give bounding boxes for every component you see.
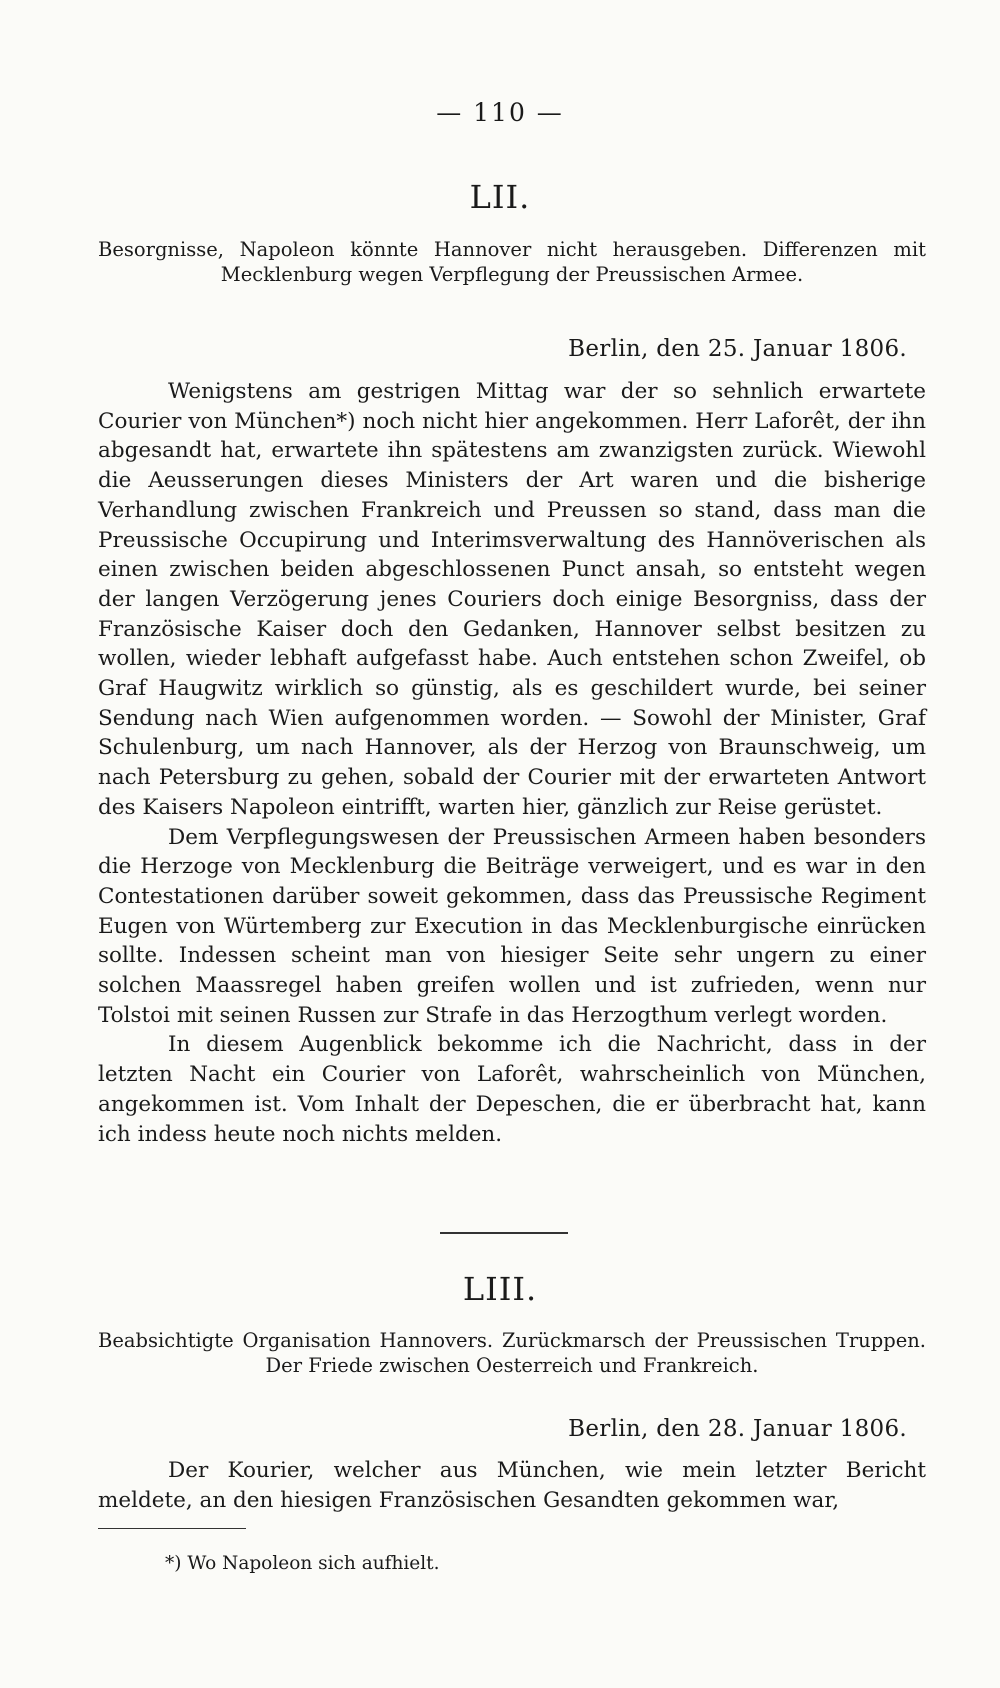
paragraph: Wenigstens am gestrigen Mittag war der so sehnlich erwartete Courier von München*) noch nicht hier angekommen. Herr Laforêt, der ihn abgesandt hat, erwartete ihn spätestens am zwanzigsten zurück. Wiewohl die Aeusserungen dieses Ministers der Art waren und die bisherige Verhandlung zwischen Frankreich und Preussen so stand, dass man die Preussische Occupirung und Interimsverwaltung des Hannöverischen als einen zwischen beiden abgeschlossenen Punct ansah, so entsteht wegen der langen Verzögerung jenes Couriers doch einige Besorgniss, dass der Französische Kaiser doch den Gedanken, Hannover selbst besitzen zu wollen, wieder lebhaft aufgefasst habe. Auch entstehen schon Zweifel, ob Graf Haugwitz wirklich so günstig, als es geschildert wurde, bei seiner Sendung nach Wien aufgenommen worden. — Sowohl der Minister, Graf Schulenburg, um nach Hannover, als der Herzog von Braunschweig, um nach Petersburg zu gehen, sobald der Courier mit der erwarteten Antwort des Kaisers Napoleon eintrifft, warten hier, gänzlich zur Reise gerüstet.: [98, 379, 926, 820]
dateline-lii: Berlin, den 25. Januar 1806.: [568, 336, 907, 362]
dateline-liii: Berlin, den 28. Januar 1806.: [568, 1416, 907, 1442]
paragraph: Der Kourier, welcher aus München, wie mein letzter Bericht meldete, an den hiesigen Französischen Gesandten gekommen war,: [98, 1458, 926, 1513]
section-numeral-liii: LIII.: [462, 1270, 538, 1308]
section-summary-lii: Besorgnisse, Napoleon könnte Hannover nicht herausgeben. Differenzen mit Mecklenburg wegen Verpflegung der Preussischen Armee.: [98, 238, 926, 286]
paragraph: In diesem Augenblick bekomme ich die Nachricht, dass in der letzten Nacht ein Courier von Laforêt, wahrscheinlich von München, angekommen ist. Vom Inhalt der Depeschen, die er überbracht hat, kann ich indess heute noch nichts melden.: [98, 1032, 926, 1147]
page-number: — 110 —: [436, 98, 564, 127]
footnote: *) Wo Napoleon sich aufhielt.: [165, 1553, 440, 1574]
section-summary-liii: Beabsichtigte Organisation Hannovers. Zurückmarsch der Preussischen Truppen. Der Friede zwischen Oesterreich und Frankreich.: [98, 1329, 926, 1377]
letter-body-lii: [98, 377, 926, 1149]
letter-body-liii: [98, 1456, 926, 1515]
section-numeral-lii: LII.: [469, 178, 531, 216]
paragraph: Dem Verpflegungswesen der Preussischen Armeen haben besonders die Herzoge von Mecklenburg die Beiträge verweigert, und es war in den Contestationen darüber soweit gekommen, dass das Preussische Regiment Eugen von Würtemberg zur Execution in das Mecklenburgische einrücken sollte. Indessen scheint man von hiesiger Seite sehr ungern zu einer solchen Maassregel haben greifen wollen und ist zufrieden, wenn nur Tolstoi mit seinen Russen zur Strafe in das Herzogthum verlegt worden.: [98, 824, 926, 1028]
footnote-rule: [98, 1528, 246, 1529]
section-divider: [440, 1232, 568, 1234]
